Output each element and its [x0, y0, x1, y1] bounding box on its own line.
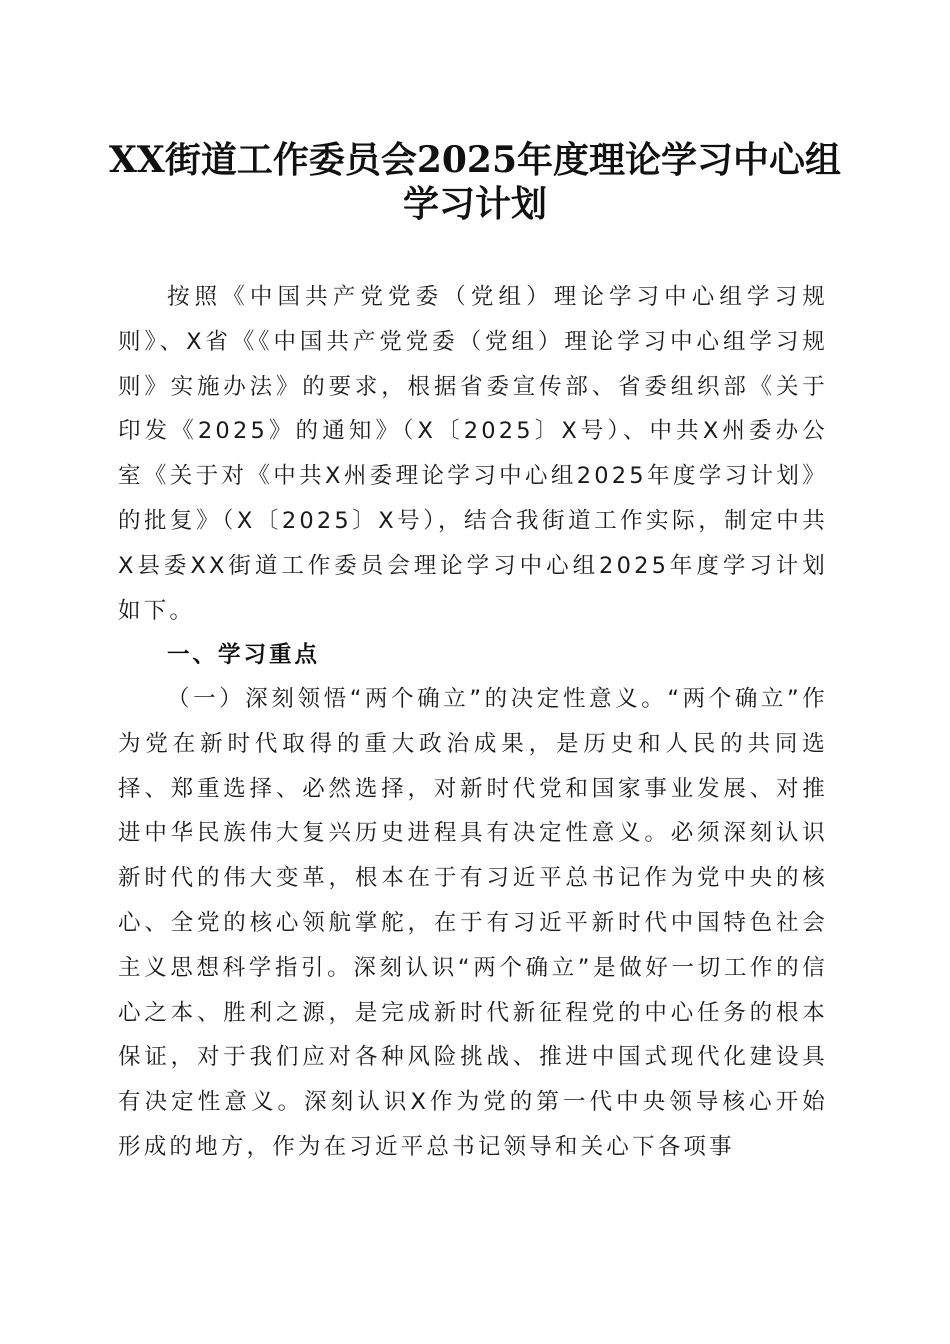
- intro-paragraph: 按照《中国共产党党委（党组）理论学习中心组学习规则》、X省《《中国共产党党委（党组）理论学习中心组学习规则》实施办法》的要求，根据省委宣传部、省委组织部《关于印发《2025》的通知》（X〔2025〕X号）、中共X州委办公室《关于对《中共X州委理论学习中心组2025年度学习计划》的批复》（X〔2025〕X号），结合我街道工作实际，制定中共X县委XX街道工作委员会理论学习中心组2025年度学习计划如下。: [118, 284, 828, 624]
- item-1-lead: （一）深刻领悟“两个确立”的决定性意义。: [167, 686, 668, 712]
- item-1-paragraph: [118, 677, 828, 1170]
- section-1-heading: 一、学习重点: [167, 642, 321, 668]
- document-title-line-2: 学习计划: [402, 183, 547, 225]
- item-1-body: “两个确立”作为党在新时代取得的重大政治成果，是历史和人民的共同选择、郑重选择、必然选择，对新时代党和国家事业发展、对推进中华民族伟大复兴历史进程具有决定性意义。必须深刻认识新时代的伟大变革，根本在于有习近平总书记作为党中央的核心、全党的核心领航掌舵，在于有习近平新时代中国特色社会主义思想科学指引。深刻认识“两个确立”是做好一切工作的信心之本、胜利之源，是完成新时代新征程党的中心任务的根本保证，对于我们应对各种风险挑战、推进中国式现代化建设具有决定性意义。深刻认识X作为党的第一代中央领导核心开始形成的地方，作为在习近平总书记领导和关心下各项事: [118, 686, 828, 1160]
- document-title-line-1: XX街道工作委员会2025年度理论学习中心组: [108, 139, 842, 181]
